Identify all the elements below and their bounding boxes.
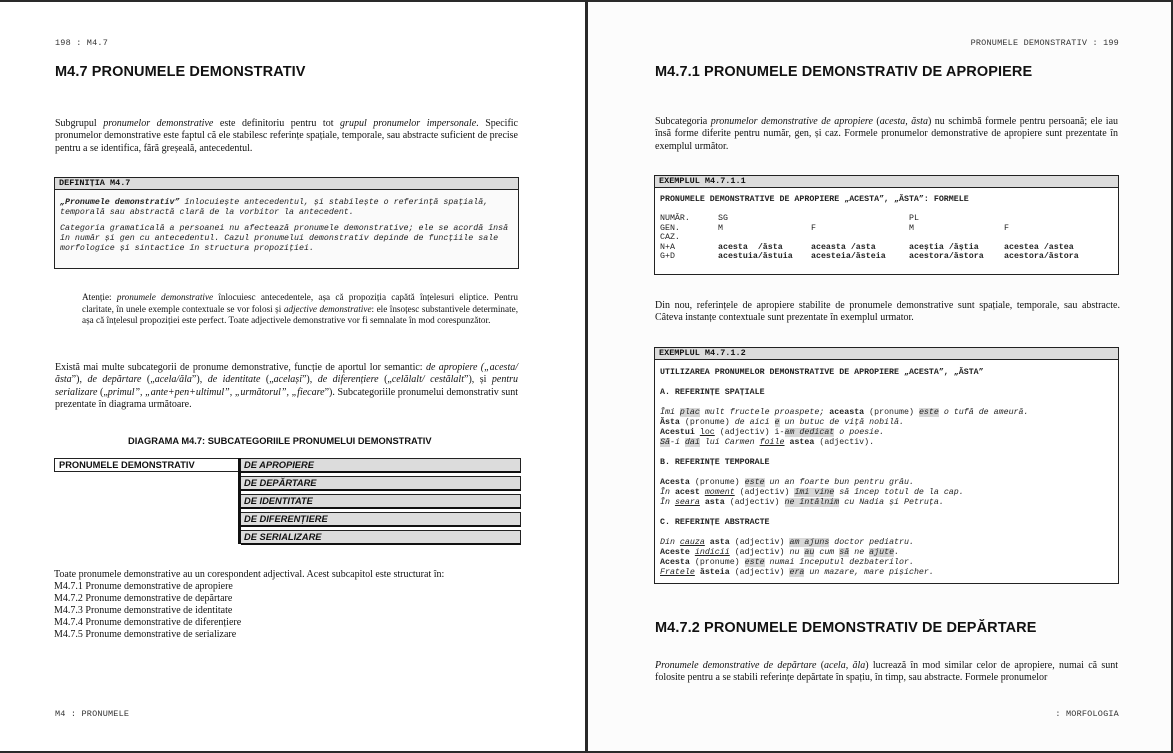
- toc-intro: Toate pronumele demonstrative au un corespondent adjectival. Acest subcapitol este structurat în:: [54, 569, 445, 580]
- example-sentence: Fratele ăsteia (adjectiv) era un mazare, mare pișicher.: [660, 568, 934, 577]
- diagram-node-apropiere: DE APROPIERE: [241, 458, 521, 473]
- example-sentence: Din cauza asta (adjectiv) am ajuns doctor pediatru.: [660, 538, 914, 547]
- diagram-node-departare: DE DEPĂRTARE: [241, 476, 521, 491]
- diagram-node-diferentiere: DE DIFERENȚIERE: [241, 512, 521, 527]
- diagram-title: DIAGRAMA M4.7: SUBCATEGORIILE PRONUMELUI DEMONSTRATIV: [128, 436, 432, 446]
- contextual-intro-paragraph: Din nou, referințele de apropiere stabilite de pronumele demonstrative sunt spațiale, temporale, sau abstracte. Câteva instanțe contextuale sunt prezentate în exemplul urmator.: [655, 300, 1120, 324]
- subchapter-toc: [54, 569, 444, 641]
- diagram-node-identitate: DE IDENTITATE: [241, 494, 521, 509]
- table-row: NUMĂR. SG PL: [660, 214, 919, 223]
- example-forms-header: EXEMPLUL M4.7.1.1: [655, 176, 1118, 188]
- example-forms-box: [654, 175, 1119, 275]
- table-row: G+D acestuia/ăstuia acesteia/ăsteia acestora/ăstora acestora/ăstora: [660, 252, 1079, 262]
- table-row: CAZ.: [660, 233, 680, 243]
- apropiere-intro-paragraph: Subcategoria pronumelor demonstrative de apropiere (acesta, ăsta) nu schimbă formele pentru persoană; ele iau însă forme diferite pentru număr, gen, și caz. Formele pronumelor demonstrative de apropiere sunt prezentate în exemplul următor.: [655, 116, 1119, 152]
- example-sentence: Aceste indicii (adjectiv) nu au cum să ne ajute.: [660, 548, 900, 557]
- intro-paragraph: Subgrupul pronumelor demonstrative este definitoriu pentru tot grupul pronumelor impersonale. Specific pronumelor demonstrative este faptul că ele stabilesc referințe spațiale, temporale, sau abstracte suficient de precise pentru a se identifica, fără greșeală, antecedentul.: [55, 118, 518, 154]
- toc-item[interactable]: M4.7.4 Pronume demonstrative de diferențiere: [54, 617, 242, 628]
- example-sentence: Să-i dai lui Carmen foile astea (adjectiv).: [660, 438, 875, 447]
- example-usage-body: [655, 360, 1118, 582]
- toc-item[interactable]: M4.7.5 Pronume demonstrative de serializare: [54, 629, 237, 640]
- diagram-node-serializare: DE SERIALIZARE: [241, 530, 521, 545]
- example-sentence: Acestui loc (adjectiv) i-am dedicat o poesie.: [660, 428, 885, 437]
- example-usage-header: EXEMPLUL M4.7.1.2: [655, 348, 1118, 360]
- note-paragraph: Atenție: pronumele demonstrative înlocuiesc antecedentele, așa că propoziția capătă înțelesuri eliptice. Pentru claritate, în unele exemple contextuale se vor folosi și adjective demonstrative: ele însoțesc substantivele determinate, așa că înțelesul propoziției este perfect. Toate adjectivele demonstrative vor fi semnalate în mod corespunzător.: [82, 292, 519, 325]
- right-running-head: PRONUMELE DEMONSTRATIV : 199: [970, 38, 1119, 48]
- subcategories-paragraph: Există mai multe subcategorii de pronume demonstrative, funcție de aportul lor semantic: de apropiere („acesta/ăsta”), de depărtare („acela/ăla”), de identitate („același”), de diferențiere („celălalt/ cestălalt”), și pentru serializare („primul”, „ante+pen+ultimul”, „următorul”, „fiecare”). Subcategoriile pronumelui demonstrativ sunt prezentate în diagrama următoare.: [55, 362, 519, 410]
- diagram-root-node: PRONUMELE DEMONSTRATIV: [54, 458, 244, 472]
- right-footer: : MORFOLOGIA: [1055, 709, 1119, 719]
- definition-box: [54, 177, 519, 269]
- example-usage-box: [654, 347, 1119, 584]
- example-usage-title: UTILIZAREA PRONUMELOR DEMONSTRATIVE DE APROPIERE „ACESTA”, „ĂSTA”: [660, 368, 984, 377]
- page-title: M4.7 PRONUMELE DEMONSTRATIV: [55, 64, 306, 80]
- table-row: GEN. M F M F: [660, 223, 1009, 233]
- toc-item[interactable]: M4.7.3 Pronume demonstrative de identitate: [54, 605, 233, 616]
- toc-item[interactable]: M4.7.2 Pronume demonstrative de depărtare: [54, 593, 233, 604]
- definition-text-1: „Pronumele demonstrativ” înlocuiește antecedentul, și stabilește o referință spațială, temporală sau abstractă clară de la vorbitor la antecedent.: [60, 198, 489, 217]
- section-title-apropiere: M4.7.1 PRONUMELE DEMONSTRATIV DE APROPIERE: [655, 64, 1033, 80]
- example-section-heading: C. REFERINȚE ABSTRACTE: [660, 518, 770, 527]
- left-page: [0, 2, 585, 751]
- example-sentence: Acesta (pronume) este numai începutul dezbaterilor.: [660, 558, 914, 567]
- example-forms-title: PRONUMELE DEMONSTRATIVE DE APROPIERE „ACESTA”, „ĂSTA”: FORMELE: [660, 195, 969, 204]
- toc-item[interactable]: M4.7.1 Pronume demonstrative de apropiere: [54, 581, 233, 592]
- definition-header: DEFINIȚIA M4.7: [55, 178, 518, 190]
- example-section-heading: A. REFERINȚE SPAȚIALE: [660, 388, 765, 397]
- section-title-departare: M4.7.2 PRONUMELE DEMONSTRATIV DE DEPĂRTARE: [655, 620, 1037, 636]
- example-sentence: În acest moment (adjectiv) îmi vine să încep totul de la cap.: [660, 488, 964, 497]
- forms-table: [660, 214, 1079, 262]
- example-section-heading: B. REFERINȚE TEMPORALE: [660, 458, 770, 467]
- example-sentence: Îmi plac mult fructele proaspete; aceasta (pronume) este o tufă de ameură.: [660, 408, 1029, 417]
- example-sentence: În seara asta (adjectiv) ne întâlnim cu Nadia și Petruța.: [660, 498, 944, 507]
- left-running-head: 198 : M4.7: [55, 38, 109, 48]
- departare-intro-paragraph: Pronumele demonstrative de depărtare (acela, ăla) lucrează în mod similar celor de apropiere, numai că sunt folosite pentru a se stabili referințe depărtate în spațiu, în timp, sau abstracte. Formele pronumelor: [655, 660, 1119, 684]
- table-row: N+A acesta /ăsta aceasta /asta aceștia /ăștia acestea /astea: [660, 242, 1074, 252]
- left-footer: M4 : PRONUMELE: [55, 709, 130, 719]
- right-page: [588, 2, 1171, 751]
- definition-text-2: Categoria gramaticală a persoanei nu afectează pronumele demonstrative; ele se acordă însă în număr și gen cu antecedentul. Cazul pronumelui demonstrativ depinde de funcțiile sale morfologice și sintactice în structura propoziției.: [60, 224, 509, 253]
- example-sentence: Acesta (pronume) este un an foarte bun pentru grâu.: [660, 478, 914, 487]
- example-sentence: Ăsta (pronume) de aici e un butuc de viță nobilă.: [660, 418, 905, 427]
